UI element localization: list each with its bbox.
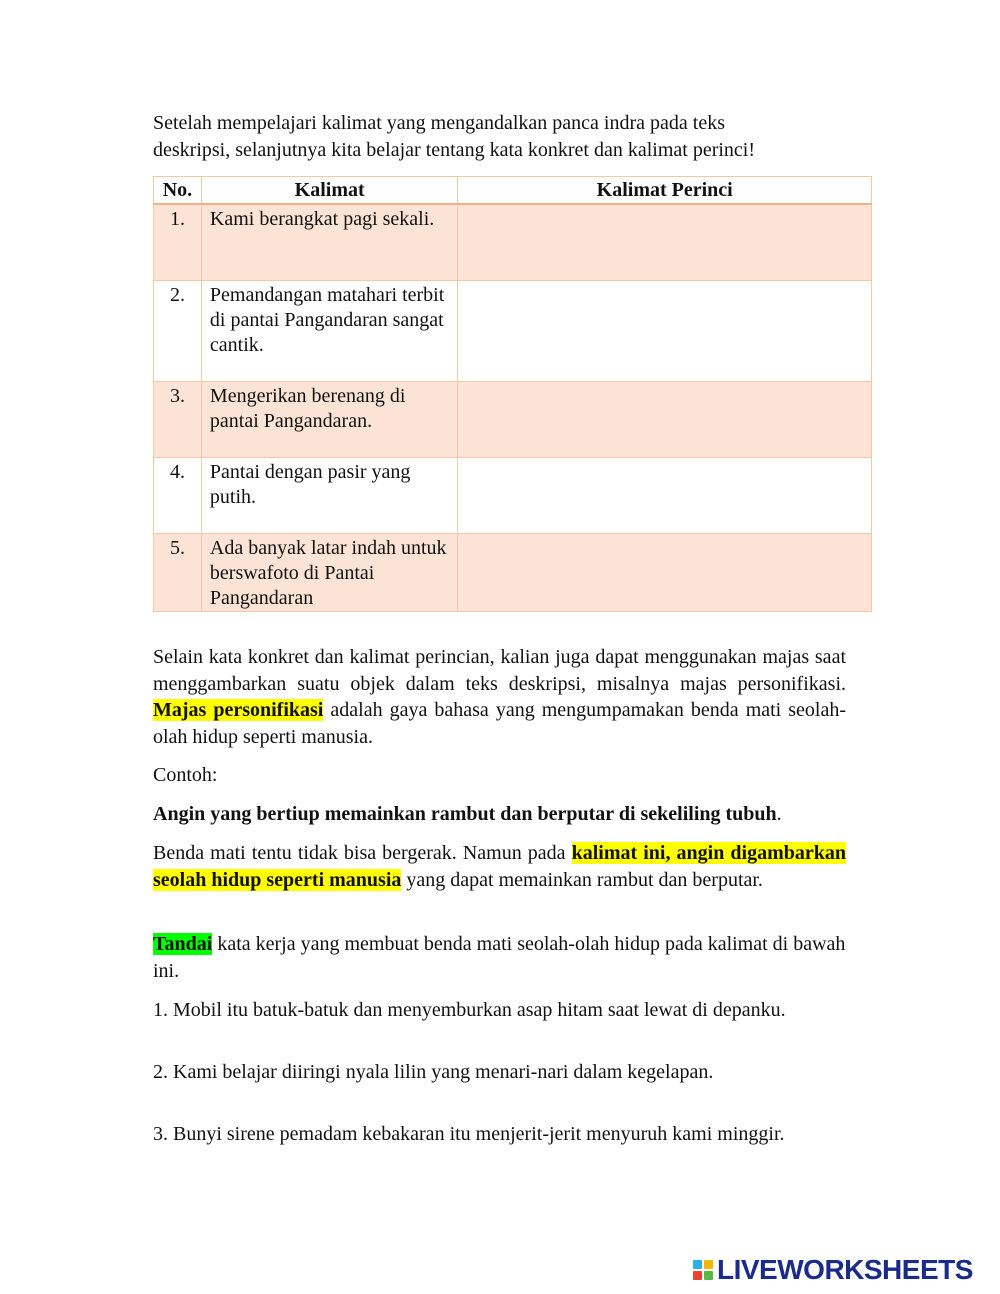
explain-text-after: yang dapat memainkan rambut dan berputar. [406,868,763,891]
header-kalimat: Kalimat [201,177,457,205]
explain-text-before: Benda mati tentu tidak bisa bergerak. Namun pada [153,842,566,864]
intro-paragraph [153,110,873,164]
header-no: No. [154,177,202,205]
row-kalimat: Ada banyak latar indah untuk berswafoto di Pantai Pangandaran [201,534,457,612]
contoh-period: . [776,803,782,825]
task-highlight: Tandai [153,933,213,955]
majas-highlight: Majas personifikasi [153,699,324,721]
contoh-label: Contoh: [153,764,218,786]
row-kalimat: Kami berangkat pagi sekali. [201,204,457,281]
intro-line-1: Setelah mempelajari kalimat yang mengandalkan panca indra pada teks [153,112,725,134]
kalimat-perinci-table [153,176,872,612]
row-number: 2. [154,281,202,382]
exercise-item-2[interactable]: 2. Kami belajar diiringi nyala lilin yang menari-nari dalam kegelapan. [153,1061,714,1083]
contoh-sentence-line [153,801,846,828]
answer-cell[interactable] [458,382,872,458]
answer-cell[interactable] [458,458,872,534]
explain-paragraph [153,840,846,893]
table-row [154,204,872,281]
row-number: 5. [154,534,202,612]
table-row [154,281,872,382]
answer-cell[interactable] [458,281,872,382]
exercise-item-1[interactable]: 1. Mobil itu batuk-batuk dan menyemburkan asap hitam saat lewat di depanku. [153,999,786,1021]
majas-text-before: Selain kata konkret dan kalimat perincian, kalian juga dapat menggunakan majas saat menggambarkan suatu objek dalam teks deskripsi, misalnya majas personifikasi. [153,646,846,695]
answer-cell[interactable] [458,534,872,612]
task-instruction [153,931,846,984]
majas-paragraph [153,644,846,750]
answer-cell[interactable] [458,204,872,281]
task-text: kata kerja yang membuat benda mati seolah-olah hidup pada kalimat di bawah ini. [153,933,846,982]
row-kalimat: Pemandangan matahari terbit di pantai Pangandaran sangat cantik. [201,281,457,382]
table-header-row [154,177,872,205]
liveworksheets-logo-icon [693,1260,713,1280]
exercise-item-3[interactable]: 3. Bunyi sirene pemadam kebakaran itu menjerit-jerit menyuruh kami minggir. [153,1123,785,1145]
row-kalimat: Mengerikan berenang di pantai Pangandaran. [201,382,457,458]
row-number: 3. [154,382,202,458]
explain-highlight: kalimat ini, angin digambarkan seolah hidup seperti manusia [153,842,847,891]
contoh-sentence: Angin yang bertiup memainkan rambut dan berputar di sekeliling tubuh [153,803,777,825]
intro-line-2: deskripsi, selanjutnya kita belajar tentang kata konkret dan kalimat perinci! [153,139,756,161]
table-row [154,534,872,612]
majas-text-after: adalah gaya bahasa yang mengumpamakan benda mati seolah-olah hidup seperti manusia. [153,699,847,748]
row-kalimat: Pantai dengan pasir yang putih. [201,458,457,534]
table-row [154,382,872,458]
header-kalimat-perinci: Kalimat Perinci [458,177,872,205]
logo-text: LIVEWORKSHEETS [717,1254,973,1285]
row-number: 1. [154,204,202,281]
row-number: 4. [154,458,202,534]
liveworksheets-logo [693,1255,973,1285]
table-row [154,458,872,534]
